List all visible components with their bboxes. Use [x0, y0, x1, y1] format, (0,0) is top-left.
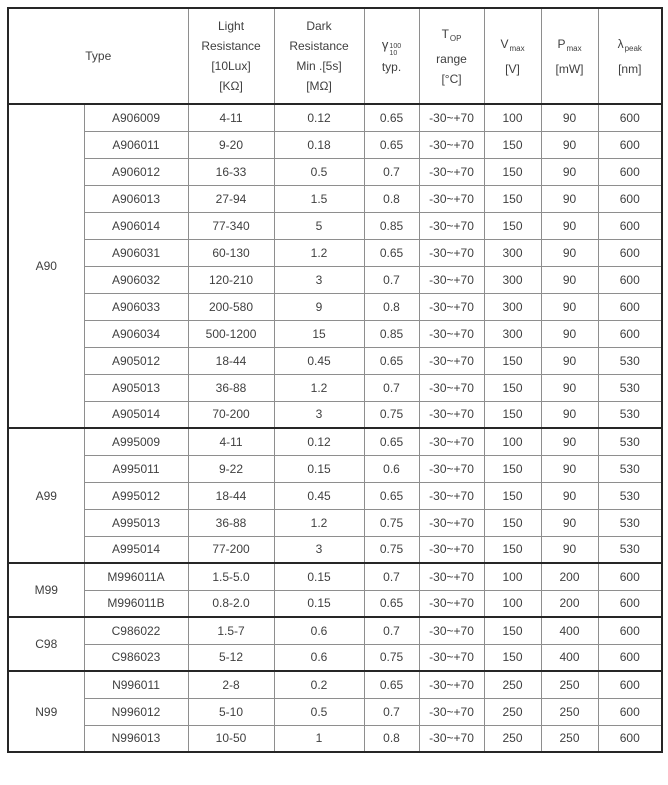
- cell-gamma: 0.65: [364, 104, 419, 131]
- cell-top_range: -30~+70: [419, 158, 484, 185]
- cell-top_range: -30~+70: [419, 212, 484, 239]
- cell-gamma: 0.7: [364, 158, 419, 185]
- cell-top_range: -30~+70: [419, 455, 484, 482]
- lambda-symbol-line: [599, 34, 662, 59]
- cell-top_range: -30~+70: [419, 536, 484, 563]
- cell-vmax: 150: [484, 158, 541, 185]
- cell-model: N996013: [84, 725, 188, 752]
- cell-light_resistance: 0.8-2.0: [188, 590, 274, 617]
- cell-model: A906031: [84, 239, 188, 266]
- cell-model: A905012: [84, 347, 188, 374]
- cell-gamma: 0.8: [364, 293, 419, 320]
- cell-pmax: 90: [541, 428, 598, 455]
- top-subscript: OP: [449, 33, 462, 43]
- cell-light_resistance: 200-580: [188, 293, 274, 320]
- cell-dark_resistance: 1.2: [274, 374, 364, 401]
- cell-gamma: 0.7: [364, 563, 419, 590]
- header-line: Light: [218, 19, 245, 33]
- cell-model: M996011A: [84, 563, 188, 590]
- cell-top_range: -30~+70: [419, 104, 484, 131]
- cell-gamma: 0.65: [364, 671, 419, 698]
- cell-lambda_peak: 530: [598, 401, 662, 428]
- cell-model: N996011: [84, 671, 188, 698]
- cell-light_resistance: 500-1200: [188, 320, 274, 347]
- cell-vmax: 150: [484, 185, 541, 212]
- cell-vmax: 100: [484, 428, 541, 455]
- cell-model: A906013: [84, 185, 188, 212]
- cell-dark_resistance: 3: [274, 401, 364, 428]
- cell-dark_resistance: 0.15: [274, 590, 364, 617]
- cell-light_resistance: 5-10: [188, 698, 274, 725]
- cell-vmax: 150: [484, 644, 541, 671]
- gamma-sup: 100: [389, 43, 402, 50]
- cell-top_range: -30~+70: [419, 671, 484, 698]
- group-cell-n99: N99: [8, 671, 84, 752]
- cell-vmax: 250: [484, 671, 541, 698]
- cell-vmax: 150: [484, 374, 541, 401]
- col-header-type: [8, 8, 188, 104]
- cell-vmax: 100: [484, 104, 541, 131]
- cell-lambda_peak: 600: [598, 185, 662, 212]
- cell-lambda_peak: 530: [598, 536, 662, 563]
- header-line: [V]: [505, 61, 520, 76]
- cell-dark_resistance: 0.45: [274, 482, 364, 509]
- cell-lambda_peak: 600: [598, 617, 662, 644]
- cell-light_resistance: 27-94: [188, 185, 274, 212]
- cell-light_resistance: 10-50: [188, 725, 274, 752]
- cell-dark_resistance: 3: [274, 536, 364, 563]
- cell-dark_resistance: 0.5: [274, 158, 364, 185]
- cell-light_resistance: 1.5-5.0: [188, 563, 274, 590]
- group-cell-a99: A99: [8, 428, 84, 563]
- cell-light_resistance: 18-44: [188, 347, 274, 374]
- cell-light_resistance: 77-340: [188, 212, 274, 239]
- cell-dark_resistance: 15: [274, 320, 364, 347]
- cell-lambda_peak: 600: [598, 698, 662, 725]
- cell-pmax: 90: [541, 131, 598, 158]
- cell-pmax: 250: [541, 671, 598, 698]
- cell-top_range: -30~+70: [419, 293, 484, 320]
- cell-model: A905013: [84, 374, 188, 401]
- cell-light_resistance: 70-200: [188, 401, 274, 428]
- cell-vmax: 150: [484, 509, 541, 536]
- cell-light_resistance: 9-22: [188, 455, 274, 482]
- spec-table: [7, 7, 663, 753]
- cell-vmax: 150: [484, 536, 541, 563]
- vmax-symbol-line: [485, 34, 541, 59]
- cell-vmax: 150: [484, 482, 541, 509]
- cell-pmax: 250: [541, 725, 598, 752]
- cell-pmax: 90: [541, 374, 598, 401]
- cell-light_resistance: 77-200: [188, 536, 274, 563]
- cell-light_resistance: 18-44: [188, 482, 274, 509]
- cell-top_range: -30~+70: [419, 266, 484, 293]
- cell-dark_resistance: 9: [274, 293, 364, 320]
- cell-vmax: 150: [484, 617, 541, 644]
- gamma-sub: 10: [389, 50, 398, 57]
- cell-model: C986023: [84, 644, 188, 671]
- cell-dark_resistance: 1.2: [274, 239, 364, 266]
- cell-model: M996011B: [84, 590, 188, 617]
- cell-dark_resistance: 0.18: [274, 131, 364, 158]
- header-line: Dark: [306, 19, 332, 33]
- cell-model: A995011: [84, 455, 188, 482]
- cell-top_range: -30~+70: [419, 698, 484, 725]
- cell-light_resistance: 36-88: [188, 374, 274, 401]
- col-header-top-range: [419, 8, 484, 104]
- cell-pmax: 400: [541, 644, 598, 671]
- gamma-sup-sub: [389, 43, 401, 57]
- cell-pmax: 90: [541, 293, 598, 320]
- cell-gamma: 0.75: [364, 401, 419, 428]
- cell-vmax: 150: [484, 347, 541, 374]
- cell-dark_resistance: 0.45: [274, 347, 364, 374]
- cell-light_resistance: 16-33: [188, 158, 274, 185]
- group-cell-c98: C98: [8, 617, 84, 671]
- cell-lambda_peak: 600: [598, 725, 662, 752]
- cell-model: C986022: [84, 617, 188, 644]
- cell-lambda_peak: 600: [598, 590, 662, 617]
- cell-gamma: 0.85: [364, 212, 419, 239]
- group-cell-a90: A90: [8, 104, 84, 428]
- col-header-light-resistance: [188, 8, 274, 104]
- cell-top_range: -30~+70: [419, 131, 484, 158]
- cell-light_resistance: 4-11: [188, 428, 274, 455]
- cell-model: A905014: [84, 401, 188, 428]
- table-row: [8, 374, 662, 401]
- cell-dark_resistance: 0.6: [274, 644, 364, 671]
- lambda-symbol: λ: [617, 36, 624, 51]
- cell-model: A906012: [84, 158, 188, 185]
- table-row: [8, 428, 662, 455]
- cell-model: A906009: [84, 104, 188, 131]
- cell-lambda_peak: 530: [598, 347, 662, 374]
- cell-lambda_peak: 530: [598, 509, 662, 536]
- cell-light_resistance: 60-130: [188, 239, 274, 266]
- pmax-symbol: P: [557, 36, 566, 51]
- cell-top_range: -30~+70: [419, 347, 484, 374]
- cell-model: A995014: [84, 536, 188, 563]
- cell-top_range: -30~+70: [419, 239, 484, 266]
- group-cell-m99: M99: [8, 563, 84, 617]
- cell-dark_resistance: 0.2: [274, 671, 364, 698]
- col-header-lambda-peak: [598, 8, 662, 104]
- lambda-subscript: peak: [624, 43, 642, 53]
- cell-top_range: -30~+70: [419, 590, 484, 617]
- table-row: [8, 347, 662, 374]
- cell-dark_resistance: 5: [274, 212, 364, 239]
- cell-lambda_peak: 530: [598, 374, 662, 401]
- cell-dark_resistance: 1.2: [274, 509, 364, 536]
- cell-dark_resistance: 1: [274, 725, 364, 752]
- cell-pmax: 90: [541, 185, 598, 212]
- header-line: [10Lux]: [211, 59, 251, 73]
- cell-dark_resistance: 1.5: [274, 185, 364, 212]
- cell-model: A906034: [84, 320, 188, 347]
- cell-lambda_peak: 600: [598, 239, 662, 266]
- table-row: [8, 617, 662, 644]
- cell-gamma: 0.8: [364, 185, 419, 212]
- cell-pmax: 90: [541, 509, 598, 536]
- cell-light_resistance: 1.5-7: [188, 617, 274, 644]
- header-line: [nm]: [618, 61, 642, 76]
- col-header-vmax: [484, 8, 541, 104]
- cell-vmax: 150: [484, 131, 541, 158]
- cell-light_resistance: 120-210: [188, 266, 274, 293]
- cell-lambda_peak: 600: [598, 671, 662, 698]
- cell-pmax: 90: [541, 212, 598, 239]
- cell-dark_resistance: 0.15: [274, 455, 364, 482]
- cell-gamma: 0.65: [364, 482, 419, 509]
- cell-lambda_peak: 530: [598, 455, 662, 482]
- cell-lambda_peak: 600: [598, 266, 662, 293]
- table-row: [8, 644, 662, 671]
- cell-vmax: 100: [484, 590, 541, 617]
- cell-vmax: 300: [484, 320, 541, 347]
- cell-gamma: 0.65: [364, 590, 419, 617]
- pmax-subscript: max: [566, 43, 582, 53]
- cell-vmax: 250: [484, 725, 541, 752]
- cell-top_range: -30~+70: [419, 320, 484, 347]
- table-row: [8, 725, 662, 752]
- cell-vmax: 300: [484, 239, 541, 266]
- gamma-symbol: γ: [381, 37, 389, 52]
- spec-table-body: [8, 104, 662, 752]
- top-symbol-line: [420, 24, 484, 49]
- cell-lambda_peak: 600: [598, 644, 662, 671]
- table-row: [8, 698, 662, 725]
- cell-top_range: -30~+70: [419, 185, 484, 212]
- cell-model: A995009: [84, 428, 188, 455]
- cell-lambda_peak: 600: [598, 212, 662, 239]
- header-line: Min .[5s]: [296, 59, 342, 73]
- header-line: [°C]: [441, 71, 462, 86]
- cell-lambda_peak: 600: [598, 131, 662, 158]
- cell-light_resistance: 36-88: [188, 509, 274, 536]
- cell-model: A906011: [84, 131, 188, 158]
- cell-dark_resistance: 0.6: [274, 617, 364, 644]
- table-row: [8, 239, 662, 266]
- cell-vmax: 150: [484, 401, 541, 428]
- cell-light_resistance: 9-20: [188, 131, 274, 158]
- cell-lambda_peak: 530: [598, 482, 662, 509]
- gamma-symbol-line: [365, 35, 419, 57]
- cell-vmax: 300: [484, 266, 541, 293]
- header-line: [mW]: [555, 61, 584, 76]
- cell-top_range: -30~+70: [419, 428, 484, 455]
- header-line: Resistance: [201, 39, 261, 53]
- cell-vmax: 300: [484, 293, 541, 320]
- cell-gamma: 0.7: [364, 698, 419, 725]
- pmax-symbol-line: [542, 34, 598, 59]
- header-line: [MΩ]: [306, 79, 332, 93]
- cell-model: A995013: [84, 509, 188, 536]
- table-row: [8, 590, 662, 617]
- table-row: [8, 158, 662, 185]
- cell-gamma: 0.7: [364, 374, 419, 401]
- cell-pmax: 90: [541, 347, 598, 374]
- cell-pmax: 90: [541, 266, 598, 293]
- table-row: [8, 266, 662, 293]
- cell-top_range: -30~+70: [419, 644, 484, 671]
- cell-vmax: 150: [484, 212, 541, 239]
- cell-gamma: 0.65: [364, 347, 419, 374]
- col-header-gamma: [364, 8, 419, 104]
- cell-lambda_peak: 530: [598, 428, 662, 455]
- cell-pmax: 90: [541, 320, 598, 347]
- cell-model: A906014: [84, 212, 188, 239]
- cell-pmax: 200: [541, 563, 598, 590]
- cell-pmax: 200: [541, 590, 598, 617]
- cell-top_range: -30~+70: [419, 482, 484, 509]
- cell-gamma: 0.65: [364, 428, 419, 455]
- table-row: [8, 536, 662, 563]
- cell-vmax: 250: [484, 698, 541, 725]
- cell-vmax: 100: [484, 563, 541, 590]
- cell-top_range: -30~+70: [419, 563, 484, 590]
- cell-gamma: 0.75: [364, 644, 419, 671]
- header-line: Resistance: [289, 39, 349, 53]
- vmax-symbol: V: [500, 36, 509, 51]
- cell-dark_resistance: 0.5: [274, 698, 364, 725]
- cell-gamma: 0.8: [364, 725, 419, 752]
- cell-pmax: 90: [541, 239, 598, 266]
- cell-lambda_peak: 600: [598, 293, 662, 320]
- vmax-subscript: max: [509, 43, 525, 53]
- cell-top_range: -30~+70: [419, 374, 484, 401]
- table-row: [8, 185, 662, 212]
- table-row: [8, 482, 662, 509]
- col-header-dark-resistance: [274, 8, 364, 104]
- cell-dark_resistance: 0.12: [274, 104, 364, 131]
- cell-dark_resistance: 3: [274, 266, 364, 293]
- table-row: [8, 563, 662, 590]
- cell-model: A995012: [84, 482, 188, 509]
- cell-gamma: 0.85: [364, 320, 419, 347]
- table-row: [8, 671, 662, 698]
- cell-vmax: 150: [484, 455, 541, 482]
- header-line: range: [436, 51, 467, 66]
- cell-gamma: 0.75: [364, 536, 419, 563]
- cell-gamma: 0.7: [364, 617, 419, 644]
- cell-model: A906032: [84, 266, 188, 293]
- top-symbol: T: [441, 26, 449, 41]
- cell-gamma: 0.6: [364, 455, 419, 482]
- header-line: [KΩ]: [219, 79, 243, 93]
- table-row: [8, 509, 662, 536]
- cell-model: A906033: [84, 293, 188, 320]
- cell-light_resistance: 2-8: [188, 671, 274, 698]
- table-row: [8, 104, 662, 131]
- cell-top_range: -30~+70: [419, 725, 484, 752]
- cell-dark_resistance: 0.12: [274, 428, 364, 455]
- cell-lambda_peak: 600: [598, 158, 662, 185]
- table-row: [8, 131, 662, 158]
- table-row: [8, 212, 662, 239]
- cell-lambda_peak: 600: [598, 104, 662, 131]
- cell-pmax: 90: [541, 401, 598, 428]
- cell-pmax: 90: [541, 104, 598, 131]
- cell-pmax: 90: [541, 536, 598, 563]
- cell-gamma: 0.65: [364, 239, 419, 266]
- header-row: [8, 8, 662, 104]
- header-line: typ.: [381, 60, 402, 74]
- cell-light_resistance: 5-12: [188, 644, 274, 671]
- cell-top_range: -30~+70: [419, 401, 484, 428]
- cell-pmax: 250: [541, 698, 598, 725]
- cell-top_range: -30~+70: [419, 509, 484, 536]
- cell-model: N996012: [84, 698, 188, 725]
- type-label: Type: [85, 49, 112, 63]
- cell-top_range: -30~+70: [419, 617, 484, 644]
- table-row: [8, 401, 662, 428]
- cell-pmax: 90: [541, 455, 598, 482]
- col-header-pmax: [541, 8, 598, 104]
- cell-lambda_peak: 600: [598, 563, 662, 590]
- cell-pmax: 90: [541, 158, 598, 185]
- cell-gamma: 0.7: [364, 266, 419, 293]
- cell-gamma: 0.65: [364, 131, 419, 158]
- cell-lambda_peak: 600: [598, 320, 662, 347]
- cell-pmax: 90: [541, 482, 598, 509]
- table-row: [8, 320, 662, 347]
- table-row: [8, 293, 662, 320]
- cell-dark_resistance: 0.15: [274, 563, 364, 590]
- table-row: [8, 455, 662, 482]
- cell-light_resistance: 4-11: [188, 104, 274, 131]
- cell-pmax: 400: [541, 617, 598, 644]
- cell-gamma: 0.75: [364, 509, 419, 536]
